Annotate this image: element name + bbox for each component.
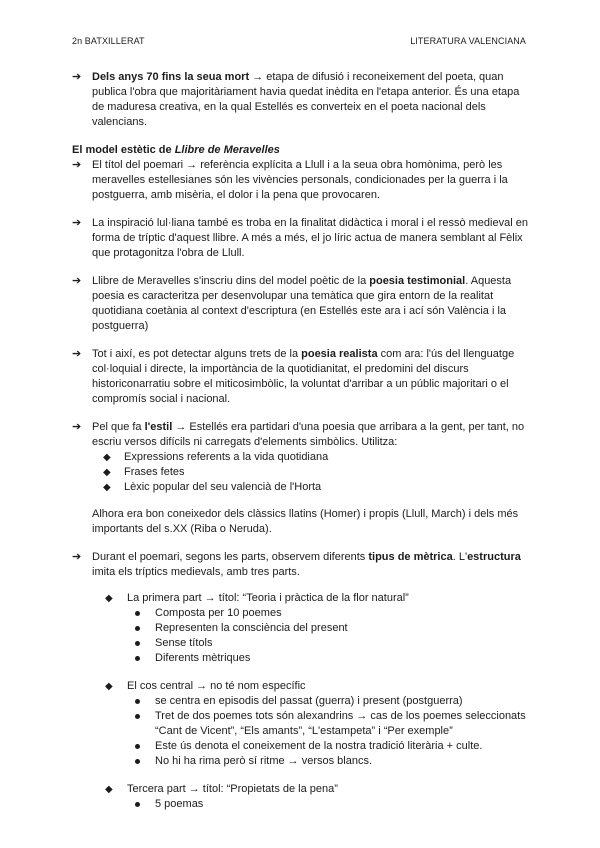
list-item — [103, 450, 532, 465]
bullet-dot-icon — [135, 802, 140, 807]
bullet-dot-icon — [135, 611, 140, 616]
style-list — [92, 450, 532, 495]
list-item — [103, 465, 532, 480]
list-item-text: Representen la consciència del present — [155, 622, 348, 634]
part-one — [105, 591, 532, 666]
bold-text: l'estil — [144, 421, 173, 433]
part-three — [105, 782, 532, 812]
part-two — [105, 679, 532, 769]
bullet-inspiracio — [72, 216, 532, 261]
bold-text: tipus de mètrica — [368, 551, 453, 563]
list-item-text: No hi ha rima però sí ritme → versos blancs. — [155, 755, 373, 767]
paragraph-text: com ara: l'ús del llenguatge col·loquial i directe, la importància de la quotidianitat, el predomini del discurs historiconarratiu sobre el miticosimbòlic, la voluntat d'arribar a un públic majoritari o el compromís social i nacional. — [92, 348, 515, 405]
part-three-list — [127, 797, 532, 812]
bullet-dot-icon — [135, 626, 140, 631]
list-item-text: 5 poemas — [155, 798, 204, 810]
header-course: 2n BATXILLERAT — [72, 36, 145, 46]
paragraph-text: . Aquesta poesia es caracteritza per desenvolupar una temàtica que gira entorn de la realitat quotidiana coetània al context d'escriptura (en Estellés este ara i ací són València i la postguerra) — [92, 275, 512, 332]
bold-text: Dels anys 70 fins la seua mort — [92, 71, 250, 83]
part-title: El cos central → no té nom específic — [127, 680, 306, 692]
bold-text: poesia realista — [301, 348, 378, 360]
list-item-text: Composta per 10 poemes — [155, 607, 282, 619]
paragraph-text: → Estellés era partidari d'una poesia que arribara a la gent, per tant, no escriu versos difícils ni carregats d'elements simbòlics. Utilitza: — [92, 421, 525, 448]
section-title-prefix: El model estètic de — [72, 144, 175, 156]
list-item — [135, 754, 532, 769]
list-item — [135, 606, 532, 621]
bullet-dot-icon — [135, 699, 140, 704]
paragraph-text: Tot i així, es pot detectar alguns trets de la — [92, 348, 302, 360]
paragraph-text: Llibre de Meravelles s'inscriu dins del model poètic de la — [92, 275, 370, 287]
paragraph-text: La inspiració lul·liana també es troba en la finalitat didàctica i moral i el ressò medieval en forma de tríptic d'aquest llibre. A més a més, el jo líric actua de manera semblant al Fèlix que protagonitza l'obra de Llull. — [92, 217, 528, 259]
bullet-dot-icon — [135, 759, 140, 764]
bullet-difusio — [72, 70, 532, 130]
bullet-dot-icon — [135, 744, 140, 749]
bullet-metrica — [72, 550, 532, 812]
list-item — [103, 480, 532, 495]
paragraph-text: El títol del poemari → referència explícita a Llull i a la seua obra homònima, però les meravelles estellesianes són les vivències personals, condicionades per la guerra i la postguerra, amb misèria, el dolor i la pena que provocaren. — [92, 159, 508, 201]
diamond-icon: ◆ — [105, 593, 113, 604]
list-item-text: Lèxic popular del seu valencià de l'Horta — [124, 481, 322, 493]
arrow-icon: ➔ — [72, 217, 82, 229]
list-item-text: Frases fetes — [124, 466, 185, 478]
list-item — [135, 651, 532, 666]
bullet-realista — [72, 347, 532, 407]
section-title — [72, 143, 532, 158]
bullet-estil — [72, 420, 532, 537]
bullet-testimonial — [72, 274, 532, 334]
bold-text: poesia testimonial — [369, 275, 466, 287]
arrow-icon: ➔ — [72, 159, 82, 171]
part-one-list — [127, 606, 532, 666]
list-item-text: Tret de dos poemes tots són alexandrins → cas de los poemes seleccionats “Cant de Vicent”, “Els amants”, “L'estampeta” i “Per exemple” — [155, 710, 526, 737]
diamond-icon: ◆ — [105, 784, 113, 795]
header-subject: LITERATURA VALENCIANA — [410, 36, 526, 46]
arrow-icon: ➔ — [72, 421, 82, 433]
list-item — [135, 709, 532, 739]
part-two-list — [127, 694, 532, 769]
bold-text: estructura — [467, 551, 521, 563]
part-title: La primera part → títol: “Teoria i pràctica de la flor natural” — [127, 592, 409, 604]
list-item — [135, 739, 532, 754]
list-item-text: Sense títols — [155, 637, 213, 649]
arrow-icon: ➔ — [72, 71, 82, 83]
paragraph-text: → etapa de difusió i reconeixement del poeta, quan publica l'obra que majoritàriament havia quedat inèdita en l'etapa anterior. És una etapa de maduresa creativa, en la qual Estellés es converteix en el poeta nacional dels valencians. — [92, 71, 520, 128]
diamond-icon: ◆ — [103, 482, 111, 493]
diamond-icon: ◆ — [103, 467, 111, 478]
paragraph-text: . L' — [452, 551, 468, 563]
list-item — [135, 694, 532, 709]
arrow-icon: ➔ — [72, 275, 82, 287]
list-item — [135, 797, 532, 812]
list-item-text: se centra en episodis del passat (guerra) i present (postguerra) — [155, 695, 463, 707]
bullet-titol — [72, 158, 532, 203]
paragraph-text: imita els tríptics medievals, amb tres parts. — [92, 566, 300, 578]
list-item — [135, 621, 532, 636]
arrow-icon: ➔ — [72, 348, 82, 360]
document-body — [72, 70, 532, 814]
list-item-text: Este ús denota el coneixement de la nostra tradició literària + culte. — [155, 740, 483, 752]
list-item-text: Diferents mètriques — [155, 652, 251, 664]
paragraph-text: Alhora era bon coneixedor dels clàssics llatins (Homer) i propis (Llull, March) i dels més importants del s.XX (Riba o Neruda). — [92, 508, 519, 535]
arrow-icon: ➔ — [72, 551, 82, 563]
list-item-text: Expressions referents a la vida quotidiana — [124, 451, 329, 463]
bullet-dot-icon — [135, 641, 140, 646]
bullet-dot-icon — [135, 714, 140, 719]
bullet-dot-icon — [135, 656, 140, 661]
paragraph-text: Pel que fa — [92, 421, 145, 433]
section-title-italic: Llibre de Meravelles — [174, 144, 280, 156]
part-title: Tercera part → títol: “Propietats de la pena” — [127, 783, 338, 795]
list-item — [135, 636, 532, 651]
diamond-icon: ◆ — [103, 452, 111, 463]
diamond-icon: ◆ — [105, 681, 113, 692]
paragraph-text: Durant el poemari, segons les parts, observem diferents — [92, 551, 369, 563]
